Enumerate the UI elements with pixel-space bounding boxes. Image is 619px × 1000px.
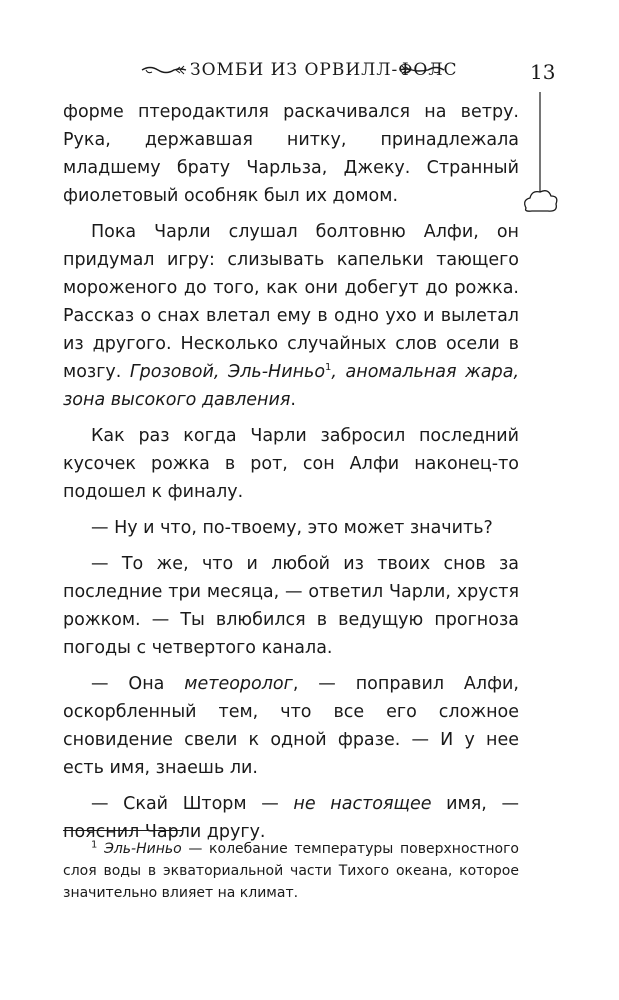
paragraph: — Ну и что, по-твоему, это может значить? (91, 518, 493, 538)
ornament-right-icon (398, 62, 446, 78)
page-number: 13 (530, 60, 556, 84)
footnote-term: Эль-Ниньо (104, 841, 182, 857)
paragraph: — То же, что и любой из твоих снов за последние три месяца, — ответил Чарли, хрустя рожком. — Ты влюбился в ведущую прогноза погоды с четвертого канала. (63, 554, 519, 658)
paragraph: — Скай Шторм — не настоящее имя, — пояснил Чарли другу. (63, 794, 519, 842)
footnote-text: — колебание температуры поверхностного слоя воды в экваториальной части Тихого океана, которое значительно влияет на климат. (63, 841, 519, 901)
footnote (63, 838, 519, 904)
paragraph: — Она метеоролог, — поправил Алфи, оскорбленный тем, что все его сложное сновидение свели к одной фразе. — И у нее есть имя, знаешь ли. (63, 674, 519, 778)
footnote-ref: 1 (325, 362, 332, 374)
paragraph: Как раз когда Чарли забросил последний кусочек рожка в рот, сон Алфи наконец-то подошел к финалу. (63, 426, 519, 502)
cloud-on-string-icon (520, 90, 560, 220)
paragraph: Пока Чарли слушал болтовню Алфи, он придумал игру: слизывать капельки тающего мороженого до того, как они добегут до рожка. Рассказ о снах влетал ему в одно ухо и вылетал из другого. Несколько случайных слов осели в мозгу. Грозовой, Эль-Ниньо$^1$, аномальная жара, зона высокого давления. (63, 222, 520, 410)
footnote-marker: 1 (91, 839, 98, 851)
footnote-divider (63, 830, 183, 831)
book-title: ЗОМБИ ИЗ ОРВИЛЛ-ФОЛС (190, 60, 458, 80)
ornament-left-icon (140, 62, 188, 78)
paragraph: форме птеродактиля раскачивался на ветру. Рука, державшая нитку, принадлежала младшему брату Чарльза, Джеку. Странный фиолетовый особняк был их домом. (63, 102, 519, 206)
running-header (0, 58, 619, 88)
body-text (63, 98, 519, 854)
